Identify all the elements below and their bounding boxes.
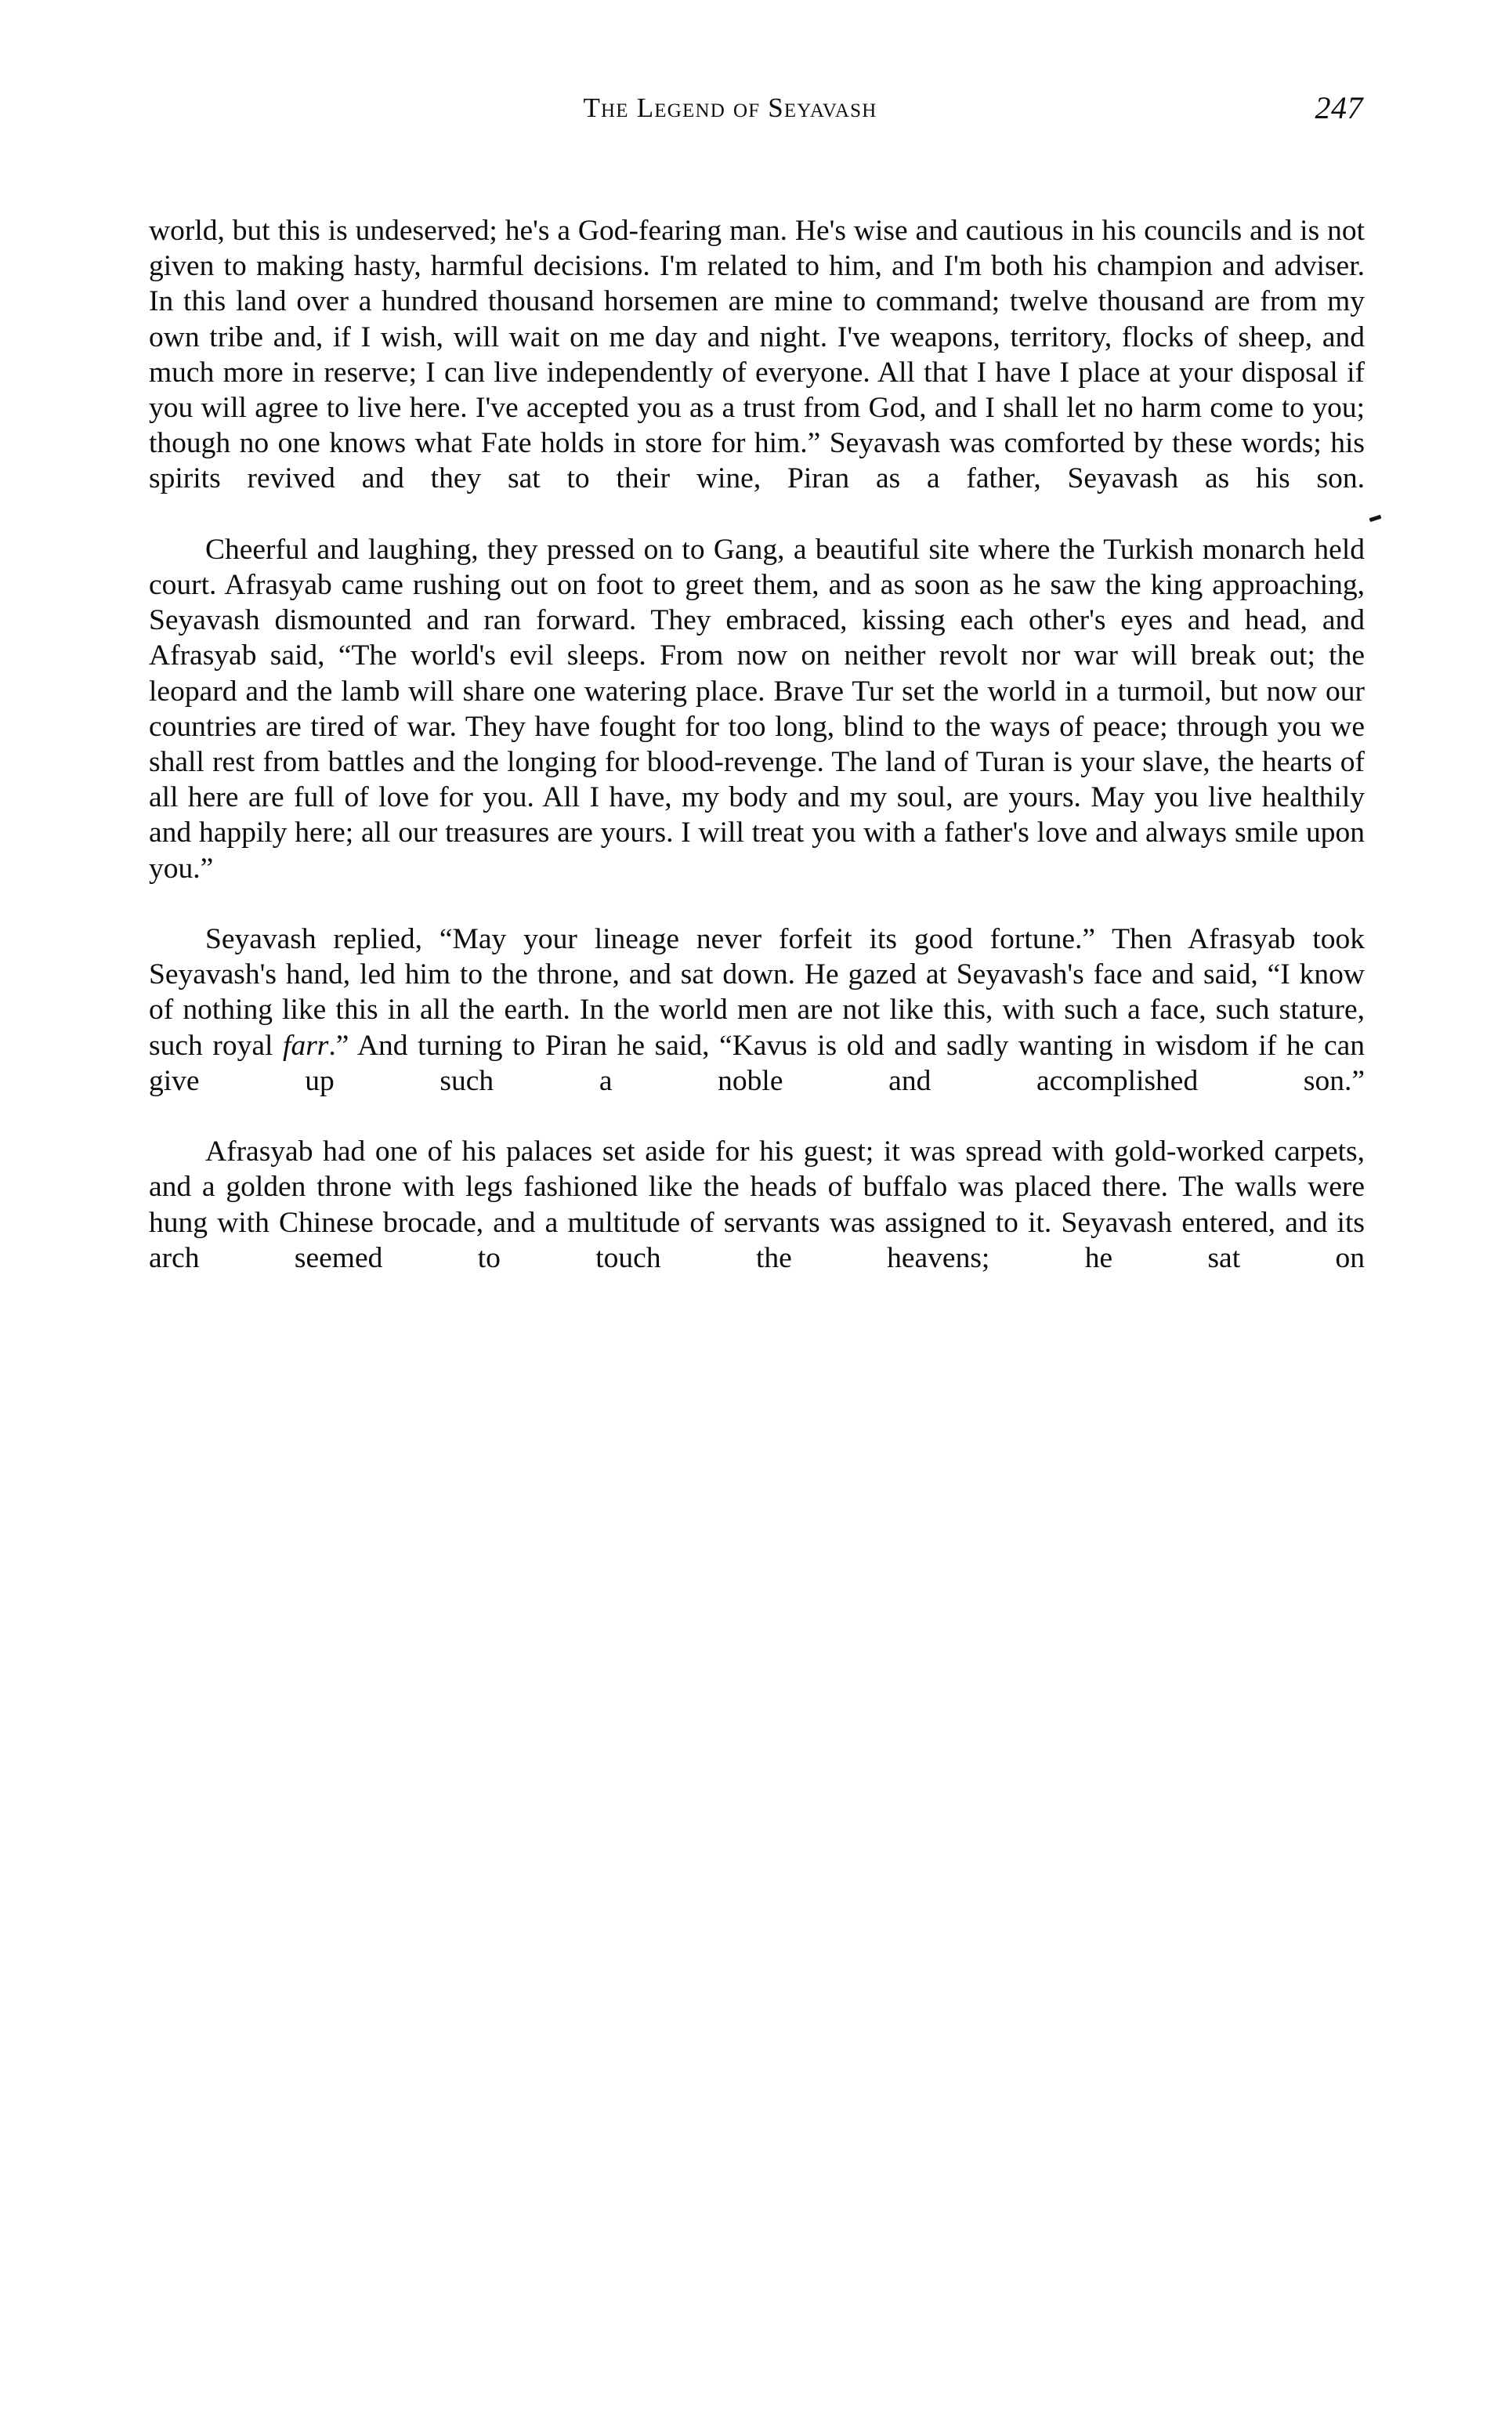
paragraph: Seyavash replied, “May your lineage never forfeit its good fortune.” Then Afrasyab took Seyavash's hand, led him to the throne, and sat down. He gazed at Seyavash's face and said, “I know of nothing like this in all the earth. In the world men are not like this, with such a face, such stature, such royal farr.” And turning to Piran he said, “Kavus is old and sadly wanting in wisdom if he can give up such a noble and accomplished son.” [149,923,1365,1097]
body-text-block [149,213,1365,1311]
paragraph: Cheerful and laughing, they pressed on to Gang, a beautiful site where the Turkish monarch held court. Afrasyab came rushing out on foot to greet them, and as soon as he saw the king approaching, Seyavash dismounted and ran forward. They embraced, kissing each other's eyes and head, and Afrasyab said, “The world's evil sleeps. From now on neither revolt nor war will break out; the leopard and the lamb will share one watering place. Brave Tur set the world in a turmoil, but now our countries are tired of war. They have fought for too long, blind to the ways of peace; through you we shall rest from battles and the longing for blood-revenge. The land of Turan is your slave, the hearts of all here are full of love for you. All I have, my body and my soul, are yours. May you live healthily and happily here; all our treasures are yours. I will treat you with a father's love and always smile upon you.” [149,533,1365,885]
page-number: 247 [1315,90,1363,125]
scan-artifact-mark [1369,515,1382,522]
paragraph: Afrasyab had one of his palaces set aside for his guest; it was spread with gold-worked carpets, and a golden throne with legs fashioned like the heads of buffalo was placed there. The walls were hung with Chinese brocade, and a multitude of servants was assigned to it. Seyavash entered, and its arch seemed to touch the heavens; he sat on [149,1135,1365,1274]
running-head [149,92,1363,147]
italic-term: farr [283,1029,329,1062]
running-head-title: The Legend of Seyavash [583,92,877,123]
paragraph: world, but this is undeserved; he's a God-fearing man. He's wise and cautious in his councils and is not given to making hasty, harmful decisions. I'm related to him, and I'm both his champion and adviser. In this land over a hundred thousand horsemen are mine to command; twelve thousand are from my own tribe and, if I wish, will wait on me day and night. I've weapons, territory, flocks of sheep, and much more in reserve; I can live independently of everyone. All that I have I place at your disposal if you will agree to live here. I've accepted you as a trust from God, and I shall let no harm come to you; though no one knows what Fate holds in store for him.” Seyavash was comforted by these words; his spirits revived and they sat to their wine, Piran as a father, Seyavash as his son. [149,215,1365,495]
